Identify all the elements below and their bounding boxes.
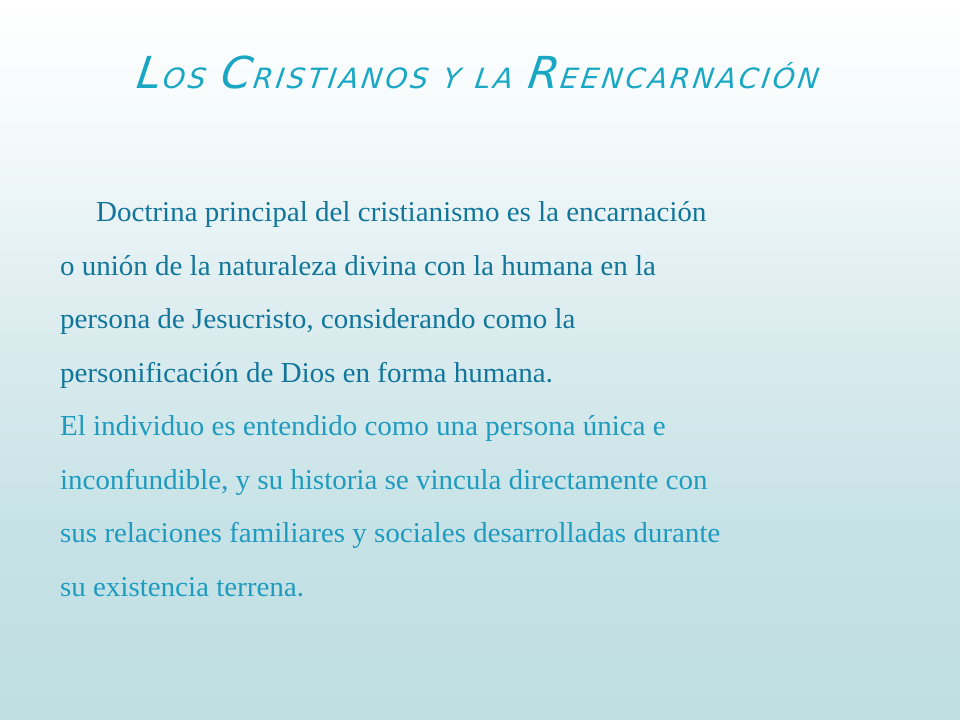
paragraph-individual (60, 400, 920, 614)
title-initial-r: R (525, 48, 565, 99)
title-word-los: OS (160, 62, 212, 95)
paragraph2-line-4: su existencia terrena. (60, 570, 304, 603)
paragraph1-line-2: o unión de la naturaleza divina con la humana en la (60, 249, 656, 282)
paragraph1-line-1: Doctrina principal del cristianismo es la encarnación (96, 196, 707, 228)
slide-title (0, 48, 960, 99)
title-word-reencarnacion: EENCARNACIÓN (558, 62, 825, 95)
paragraph1-line-3: persona de Jesucristo, considerando como la (60, 303, 576, 335)
title-word-la: LA (472, 62, 519, 95)
paragraph1-line-4: personificación de Dios en forma humana. (60, 356, 553, 389)
paragraph2-line-1: El individuo es entendido como una persona única e (60, 410, 666, 442)
paragraph-doctrine (60, 186, 920, 400)
paragraph2-line-2: inconfundible, y su historia se vincula directamente con (60, 463, 708, 496)
paragraph2-line-3: sus relaciones familiares y sociales desarrolladas durante (60, 517, 721, 549)
title-initial-l: L (133, 48, 168, 99)
title-word-cristianos: RISTIANOS (251, 62, 434, 95)
title-word-y: Y (440, 62, 466, 95)
body-text (60, 186, 920, 614)
title-initial-c: C (217, 48, 258, 99)
